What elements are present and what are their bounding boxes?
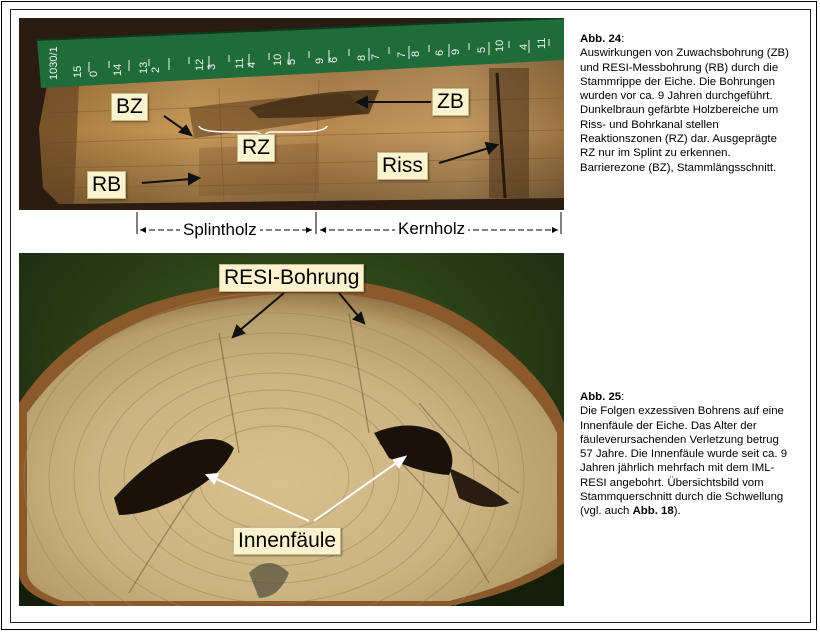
ruler-number: 7 <box>396 51 408 58</box>
caption-24-text: Auswirkungen von Zuwachsbohrung (ZB) und RESI-Messbohrung (RB) durch die Stammrippe der Eiche. Die Bohrungen wurden vor ca. 9 Jahren durchgeführt. Dunkelbraun gefärbte Holzbereiche um Riss- und Bohrkanal stellen Reaktionszonen (RZ) dar. Ausgeprägte RZ nur im Splint zu erkennen. Barrierezone (BZ), Stammlängsschnitt. <box>580 47 789 174</box>
caption-abb-24 <box>580 32 790 175</box>
caption-25-title: Abb. 25 <box>580 391 622 403</box>
ruler-number: 6 <box>328 56 340 63</box>
ruler-number: 8 <box>356 54 368 61</box>
ruler-number: 4 <box>518 43 530 50</box>
ruler-number: 3 <box>206 63 218 70</box>
figure-25-photo <box>19 253 564 606</box>
ruler-number: 14 <box>112 63 124 76</box>
caption-24-title: Abb. 24 <box>580 33 622 45</box>
ruler-number: 5 <box>286 58 298 65</box>
label-rb: RB <box>87 171 126 199</box>
ruler-number: 9 <box>314 57 326 64</box>
ruler-number: 15 <box>72 65 84 78</box>
ruler-number: 5 <box>476 46 488 53</box>
ruler-number: 9 <box>450 48 462 55</box>
label-resi-bohrung: RESI-Bohrung <box>219 264 364 292</box>
label-zb: ZB <box>432 88 469 116</box>
ruler-number: 7 <box>370 53 382 60</box>
ruler-number: 11 <box>536 37 548 49</box>
span-label-splintholz: Splintholz <box>180 221 260 238</box>
ruler-number: 2 <box>150 66 162 73</box>
ruler-number: 12 <box>194 58 206 71</box>
ruler-number: 1030/1 <box>48 46 60 80</box>
label-bz: BZ <box>111 93 148 121</box>
ruler-number: 11 <box>234 57 246 69</box>
label-innenfaeule: Innenfäule <box>233 527 341 555</box>
caption-25-ref: Abb. 18 <box>632 505 674 518</box>
caption-25-text: Die Folgen exzessiven Bohrens auf eine Innenfäule der Eiche. Das Alter der fäuleverursachenden Verletzung betrug 57 Jahre. Die Innenfäule wurde seit ca. 9 Jahren jährlich mehrfach mit dem IML-RESI angebohrt. Übersichtsbild vom Stammquerschnitt durch die Schwellung (vgl. auch <box>580 405 788 518</box>
ruler-number: 13 <box>138 61 150 74</box>
ruler-number: 10 <box>272 53 284 66</box>
caption-25-text-end: ). <box>673 505 681 518</box>
ruler-number: 4 <box>246 61 258 68</box>
span-label-kernholz: Kernholz <box>395 220 468 237</box>
ruler-number: 0 <box>88 70 100 77</box>
caption-25-colon: : <box>621 391 625 403</box>
label-riss: Riss <box>377 152 428 180</box>
label-rz: RZ <box>237 134 275 162</box>
ruler-number: 8 <box>410 50 422 57</box>
ruler-number: 6 <box>434 49 446 56</box>
ruler-number: 10 <box>494 39 506 52</box>
caption-24-colon: : <box>621 33 625 45</box>
caption-abb-25 <box>580 390 790 519</box>
